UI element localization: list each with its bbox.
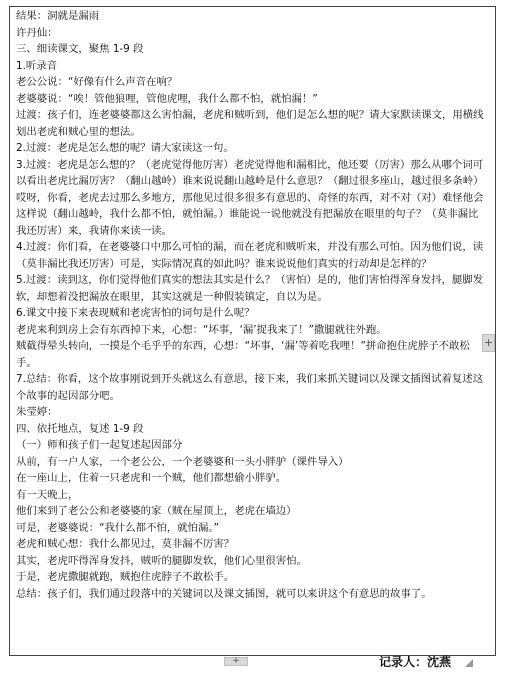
document-line: 于是，老虎撒腿就跑，贼抱住虎脖子不敢松手。 — [16, 571, 235, 583]
document-page — [9, 6, 496, 656]
document-line: 老虎来利到房上会有东西掉下来，心想：“坏事，‘漏’捉我来了！”撒腿就往外跑。 — [16, 323, 387, 336]
document-line: 总结：孩子们，我们通过段落中的关键词以及课文插图，就可以来讲这个有意思的故事了。 — [16, 587, 432, 600]
document-line: 5.过渡：读到这，你们觉得他们真实的想法其实是什么？（害怕）是的，他们害怕得浑身发抖，腿脚发软，却想着没把漏放在眼里，其实这就是一种假装镇定，自以为是。 — [16, 274, 484, 303]
document-line: 6.课文中接下来表现贼和老虎害怕的词句是什么呢？ — [16, 307, 255, 319]
document-line: 老公公说：“好像有什么声音在响？ — [16, 76, 178, 88]
document-line: 有一天晚上， — [16, 488, 79, 501]
plus-icon: + — [232, 656, 240, 666]
document-line: 4.过渡：你们看，在老婆婆口中那么可怕的漏，而在老虎和贼听来，并没有那么可怕。因为他们说，读（莫非漏比我还厉害）可是，实际情况真的如此吗？谁来说说他们真实的行动却是怎样的？ — [16, 241, 484, 270]
document-line: 他们来到了老公公和老婆婆的家（贼在屋顶上，老虎在墙边） — [16, 505, 297, 517]
document-line: 其实，老虎吓得浑身发抖，贼听的腿脚发软，他们心里很害怕。 — [16, 554, 307, 567]
document-line: 2.过渡：老虎是怎么想的呢？请大家读这一句。 — [16, 142, 234, 154]
document-body — [16, 8, 485, 602]
document-line: 老虎和贼心想：我什么都见过，莫非漏不厉害？ — [16, 538, 235, 550]
resize-corner-icon[interactable] — [465, 659, 473, 667]
document-line: 贼截得晕头转向，一摸是个毛乎乎的东西，心想：“坏事，‘漏’等着吃我哩！”拼命抱住虎脖子不敢松手。 — [16, 340, 470, 369]
document-line: 许丹仙： — [16, 26, 58, 39]
document-line: 在一座山上，住着一只老虎和一个贼，他们都想偷小胖驴。 — [16, 472, 287, 484]
document-line: 四、依托地点，复述 1-9 段 — [16, 422, 144, 435]
document-line: 3.过渡：老虎是怎么想的？（老虎觉得他厉害）老虎觉得他和漏相比，他还要（厉害）那么从哪个词可以看出老虎比漏厉害？（翻山越岭）谁来说说翻山越岭是什么意思？（翻过很多座山，越过很多条岭）哎呀，你看，老虎去过那么多地方，那他见过很多很多有意思的、奇怪的东西，对不对（对）难怪他会这样说（翻山越岭，我什么都不怕，就怕漏。）谁能说一说他就没有把漏放在眼里的句子？（莫非漏比我还厉害）来，我请你来读一读。 — [16, 158, 484, 237]
document-line: 结果：洞就是漏雨 — [16, 10, 100, 22]
document-line: 三、细读课文，聚焦 1-9 段 — [16, 43, 144, 55]
document-line: 过渡：孩子们，连老婆婆都这么害怕漏，老虎和贼听到，他们是怎么想的呢？请大家默读课文，用横线划出老虎和贼心里的想法。 — [16, 109, 484, 138]
recorder-label: 记录人：沈燕 — [379, 655, 452, 669]
document-line: 从前，有一户人家，一个老公公，一个老婆婆和一头小胖驴（课件导入） — [16, 455, 349, 468]
side-expand-handle[interactable] — [482, 334, 495, 352]
document-line: 朱莹婷： — [16, 406, 58, 418]
bottom-expand-handle[interactable] — [224, 657, 248, 666]
document-line: 7.总结：你看，这个故事刚说到开头就这么有意思，接下来，我们来抓关键词以及课文插图试着复述这个故事的起因部分吧。 — [16, 373, 484, 402]
document-line: 1.听录音 — [16, 59, 58, 72]
document-line: （一）师和孩子们一起复述起因部分 — [16, 439, 183, 451]
plus-icon: + — [483, 336, 494, 349]
document-line: 老婆婆说：“唉！管他狼哩，管他虎哩，我什么都不怕，就怕漏！” — [16, 92, 318, 105]
document-line: 可是，老婆婆说：“我什么都不怕，就怕漏。” — [16, 521, 219, 534]
